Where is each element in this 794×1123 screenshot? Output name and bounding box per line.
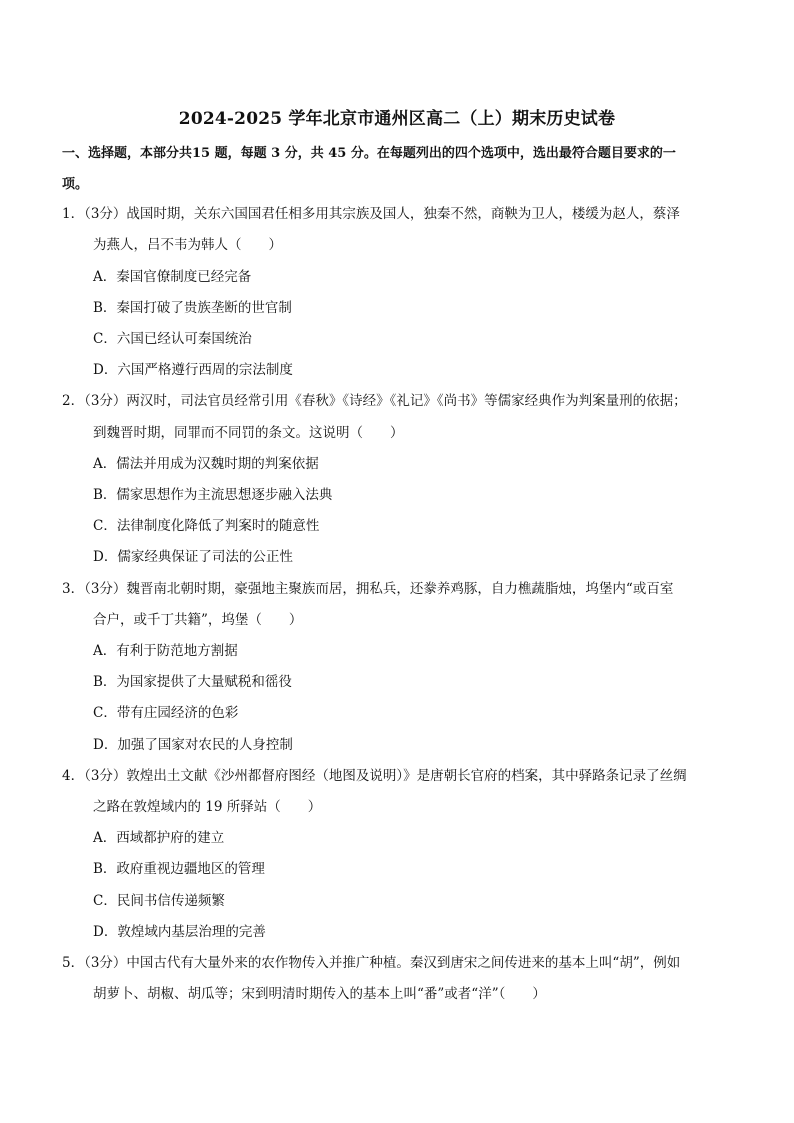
question-4-option-c: C．民间书信传递频繁: [93, 893, 225, 909]
section-header-line2: 项。: [62, 177, 89, 192]
question-3-option-a: A．有利于防范地方割据: [93, 643, 238, 659]
exam-title: 2024-2025 学年北京市通州区高二（上）期末历史试卷: [178, 109, 616, 129]
question-4-option-a: A．西域都护府的建立: [93, 830, 225, 846]
question-3-option-b: B．为国家提供了大量赋税和徭役: [93, 674, 292, 690]
question-3-option-c: C．带有庄园经济的色彩: [93, 705, 239, 721]
question-1-option-c: C．六国已经认可秦国统治: [93, 331, 252, 347]
question-2-option-d: D．儒家经典保证了司法的公正性: [93, 549, 293, 565]
section-header: [62, 138, 732, 200]
question-3-option-d: D．加强了国家对农民的人身控制: [93, 737, 293, 753]
question-4-option-d: D．敦煌域内基层治理的完善: [93, 924, 266, 940]
question-3-stem-line2: 合户，或千丁共籍”，坞堡（ ）: [93, 612, 303, 628]
question-1-stem-line2: 为燕人，吕不韦为韩人（ ）: [93, 237, 282, 253]
question-2-stem-line2: 到魏晋时期，同罪而不同罚的条文。这说明（ ）: [93, 425, 404, 441]
question-4-stem-line2: 之路在敦煌域内的 19 所驿站（ ）: [93, 799, 322, 815]
question-3-stem-line1: 3．（3分）魏晋南北朝时期，豪强地主聚族而居，拥私兵，还豢养鸡豚，自力樵蔬脂烛，坞堡内“或百室: [62, 581, 674, 597]
question-5-stem-line2: 胡萝卜、胡椒、胡瓜等；宋到明清时期传入的基本上叫“番”或者“洋”（ ）: [93, 986, 546, 1002]
question-1-option-a: A．秦国官僚制度已经完备: [93, 269, 252, 285]
question-2-stem-line1: 2．（3分）两汉时，司法官员经常引用《春秋》《诗经》《礼记》《尚书》等儒家经典作为判案量刑的依据；: [62, 393, 687, 409]
section-header-line1: 一、选择题，本部分共15 题，每题 3 分，共 45 分。在每题列出的四个选项中，选出最符合题目要求的一: [62, 146, 676, 161]
question-2-option-c: C．法律制度化降低了判案时的随意性: [93, 518, 320, 534]
question-2-option-a: A．儒法并用成为汉魏时期的判案依据: [93, 456, 319, 472]
question-1-option-d: D．六国严格遵行西周的宗法制度: [93, 362, 293, 378]
question-1-option-b: B．秦国打破了贵族垄断的世官制: [93, 300, 292, 316]
question-2-option-b: B．儒家思想作为主流思想逐步融入法典: [93, 487, 333, 503]
question-4-stem-line1: 4．（3分）敦煌出土文献《沙州都督府图经（地图及说明）》是唐朝长官府的档案，其中驿路条记录了丝绸: [62, 768, 687, 784]
question-1-stem-line1: 1．（3分）战国时期，关东六国国君任相多用其宗族及国人，独秦不然，商鞅为卫人，楼缓为赵人，蔡泽: [62, 206, 680, 222]
question-5-stem-line1: 5．（3分）中国古代有大量外来的农作物传入并推广种植。秦汉到唐宋之间传进来的基本上叫“胡”，例如: [62, 955, 681, 971]
question-4-option-b: B．政府重视边疆地区的管理: [93, 861, 265, 877]
